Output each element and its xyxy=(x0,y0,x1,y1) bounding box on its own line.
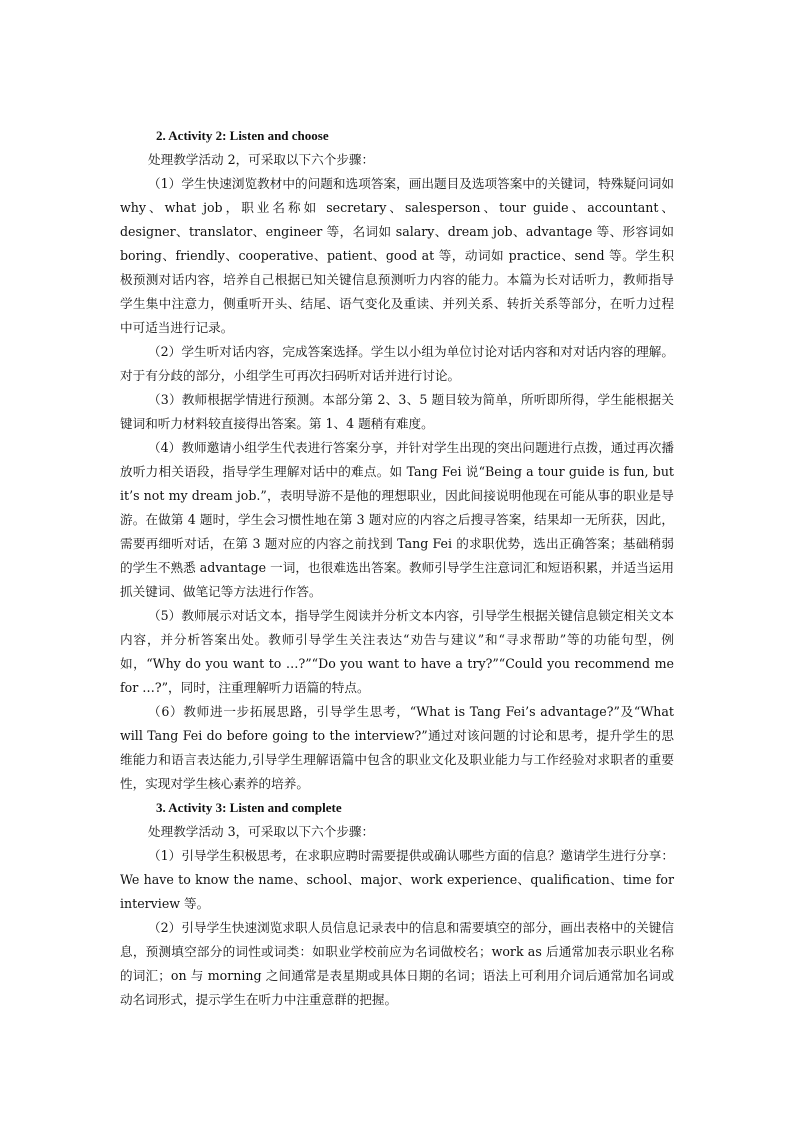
section-intro-activity-3: 处理教学活动 3，可采取以下六个步骤： xyxy=(148,824,375,839)
step-paragraph: （5）教师展示对话文本，指导学生阅读并分析文本内容，引导学生根据关键信息锁定相关文本内容，并分析答案出处。教师引导学生关注表达“劝告与建议”和“寻求帮助”等的功能句型，例如，“Why do you want to …?”“Do you want to have a try?”“Could you recommend me for …?”，同时，注重理解听力语篇的特点。 xyxy=(120,608,674,695)
step-paragraph: （1）学生快速浏览教材中的问题和选项答案，画出题目及选项答案中的关键词，特殊疑问词如 why、what job，职业名称如 secretary、salesperson、tour guide、accountant、designer、translator、engineer 等，名词如 salary、dream job、advantage 等、形容词如 boring、friendly、cooperative、patient、good at 等，动词如 practice、send 等。学生积极预测对话内容，培养自己根据已知关键信息预测听力内容的能力。本篇为长对话听力，教师指导学生集中注意力，侧重听开头、结尾、语气变化及重读、并列关系、转折关系等部分，在听力过程中可适当进行记录。 xyxy=(120,176,674,335)
step-paragraph: （6）教师进一步拓展思路，引导学生思考，“What is Tang Fei’s advantage?”及“What will Tang Fei do before going to the interview?”通过对该问题的讨论和思考，提升学生的思维能力和语言表达能力,引导学生理解语篇中包含的职业文化及职业能力与工作经验对求职者的重要性，实现对学生核心素养的培养。 xyxy=(120,704,674,791)
step-paragraph: （2）学生听对话内容，完成答案选择。学生以小组为单位讨论对话内容和对对话内容的理解。对于有分歧的部分，小组学生可再次扫码听对话并进行讨论。 xyxy=(120,344,674,383)
section-heading-activity-2: 2. Activity 2: Listen and choose xyxy=(156,128,329,143)
step-paragraph: （1）引导学生积极思考，在求职应聘时需要提供或确认哪些方面的信息？邀请学生进行分享：We have to know the name、school、major、work experience、qualification、time for interview 等。 xyxy=(120,848,674,911)
step-paragraph: （2）引导学生快速浏览求职人员信息记录表中的信息和需要填空的部分，画出表格中的关键信息，预测填空部分的词性或词类：如职业学校前应为名词做校名；work as 后通常加表示职业名称的词汇；on 与 morning 之间通常是表星期或具体日期的名词；语法上可利用介词后通常加名词或动名词形式，提示学生在听力中注重意群的把握。 xyxy=(120,920,674,1007)
step-paragraph: （3）教师根据学情进行预测。本部分第 2、3、5 题目较为简单，所听即所得，学生能根据关键词和听力材料较直接得出答案。第 1、4 题稍有难度。 xyxy=(120,392,674,431)
section-heading-activity-3: 3. Activity 3: Listen and complete xyxy=(156,800,342,815)
section-intro-activity-2: 处理教学活动 2，可采取以下六个步骤： xyxy=(148,152,375,167)
step-paragraph: （4）教师邀请小组学生代表进行答案分享，并针对学生出现的突出问题进行点拨，通过再次播放听力相关语段，指导学生理解对话中的难点。如 Tang Fei 说“Being a tour guide is fun, but it’s not my dream job.”，表明导游不是他的理想职业，因此间接说明他现在可能从事的职业是导游。在做第 4 题时，学生会习惯性地在第 3 题对应的内容之后搜寻答案，结果却一无所获，因此，需要再细听对话，在第 3 题对应的内容之前找到 Tang Fei 的求职优势，选出正确答案；基础稍弱的学生不熟悉 advantage 一词，也很难选出答案。教师引导学生注意词汇和短语积累，并适当运用抓关键词、做笔记等方法进行作答。 xyxy=(120,440,674,599)
document-page xyxy=(120,124,674,1012)
